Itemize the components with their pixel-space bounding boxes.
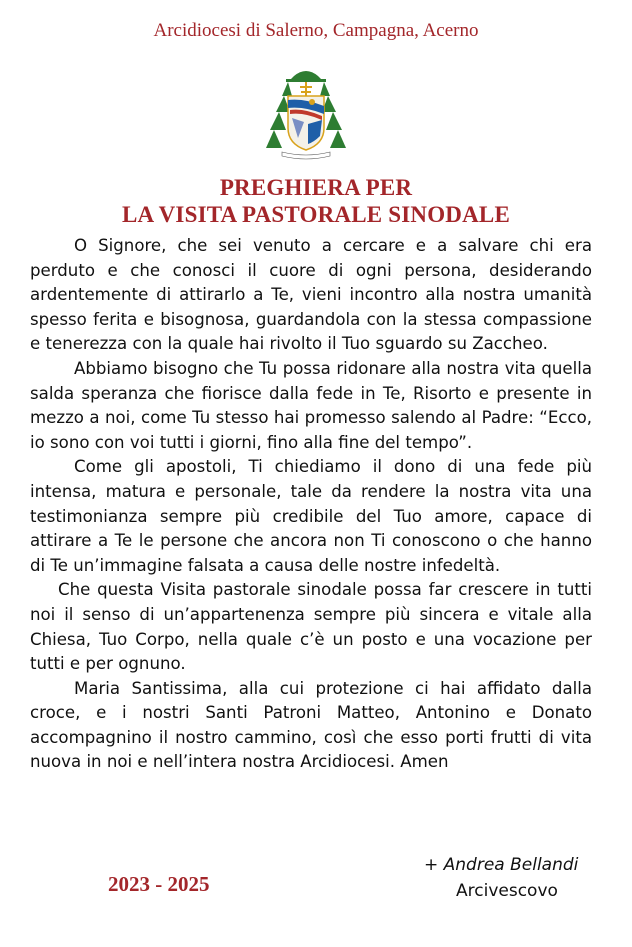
paragraph-4: Che questa Visita pastorale sinodale possa far crescere in tutti noi il senso di un’appartenenza sempre più sincera e vitale alla Chiesa, Tuo Corpo, nella quale c’è un posto e una vocazione per tutti e per ognuno. <box>30 580 592 674</box>
title-line-2: LA VISITA PASTORALE SINODALE <box>122 202 510 227</box>
paragraph-3: Come gli apostoli, Ti chiediamo il dono di una fede più intensa, matura e personale, tale da rendere la nostra vita una testimonianza sempre più credibile del Tuo amore, capace di attirare a Te le persone che ancora non Ti conoscono o che hanno di Te un’immagine falsata a causa delle nostre infedeltà. <box>30 457 592 575</box>
prayer-body <box>30 234 592 775</box>
prayer-title <box>0 174 632 228</box>
paragraph-5: Maria Santissima, alla cui protezione ci hai affidato dalla croce, e i nostri Santi Patroni Matteo, Antonino e Donato accompagnino il nostro cammino, così che esso porti frutti di vita nuova in noi e nell’intera nostra Arcidiocesi. Amen <box>30 678 592 772</box>
title-line-1: PREGHIERA PER <box>219 175 413 200</box>
signature-role: Arcivescovo <box>456 881 558 901</box>
years-label: 2023 - 2025 <box>108 872 210 896</box>
diocese-header: Arcidiocesi di Salerno, Campagna, Acerno <box>153 20 479 41</box>
paragraph-2: Abbiamo bisogno che Tu possa ridonare alla nostra vita quella salda speranza che fiorisce dalla fede in Te, Risorto e presente in mezzo a noi, come Tu stesso hai promesso salendo al Padre: “Ecco, io sono con voi tutti i giorni, fino alla fine del tempo”. <box>30 358 592 452</box>
signature-name: + Andrea Bellandi <box>424 855 579 875</box>
paragraph-1: O Signore, che sei venuto a cercare e a salvare chi era perduto e che conosci il cuore di ogni persona, desiderando ardentemente di attirarlo a Te, vieni incontro alla nostra umanità spesso ferita e bisognosa, guardandola con la stessa compassione e tenerezza con la quale hai rivolto il Tuo sguardo su Zaccheo. <box>30 236 592 354</box>
episcopal-coat-of-arms-icon <box>264 62 348 162</box>
